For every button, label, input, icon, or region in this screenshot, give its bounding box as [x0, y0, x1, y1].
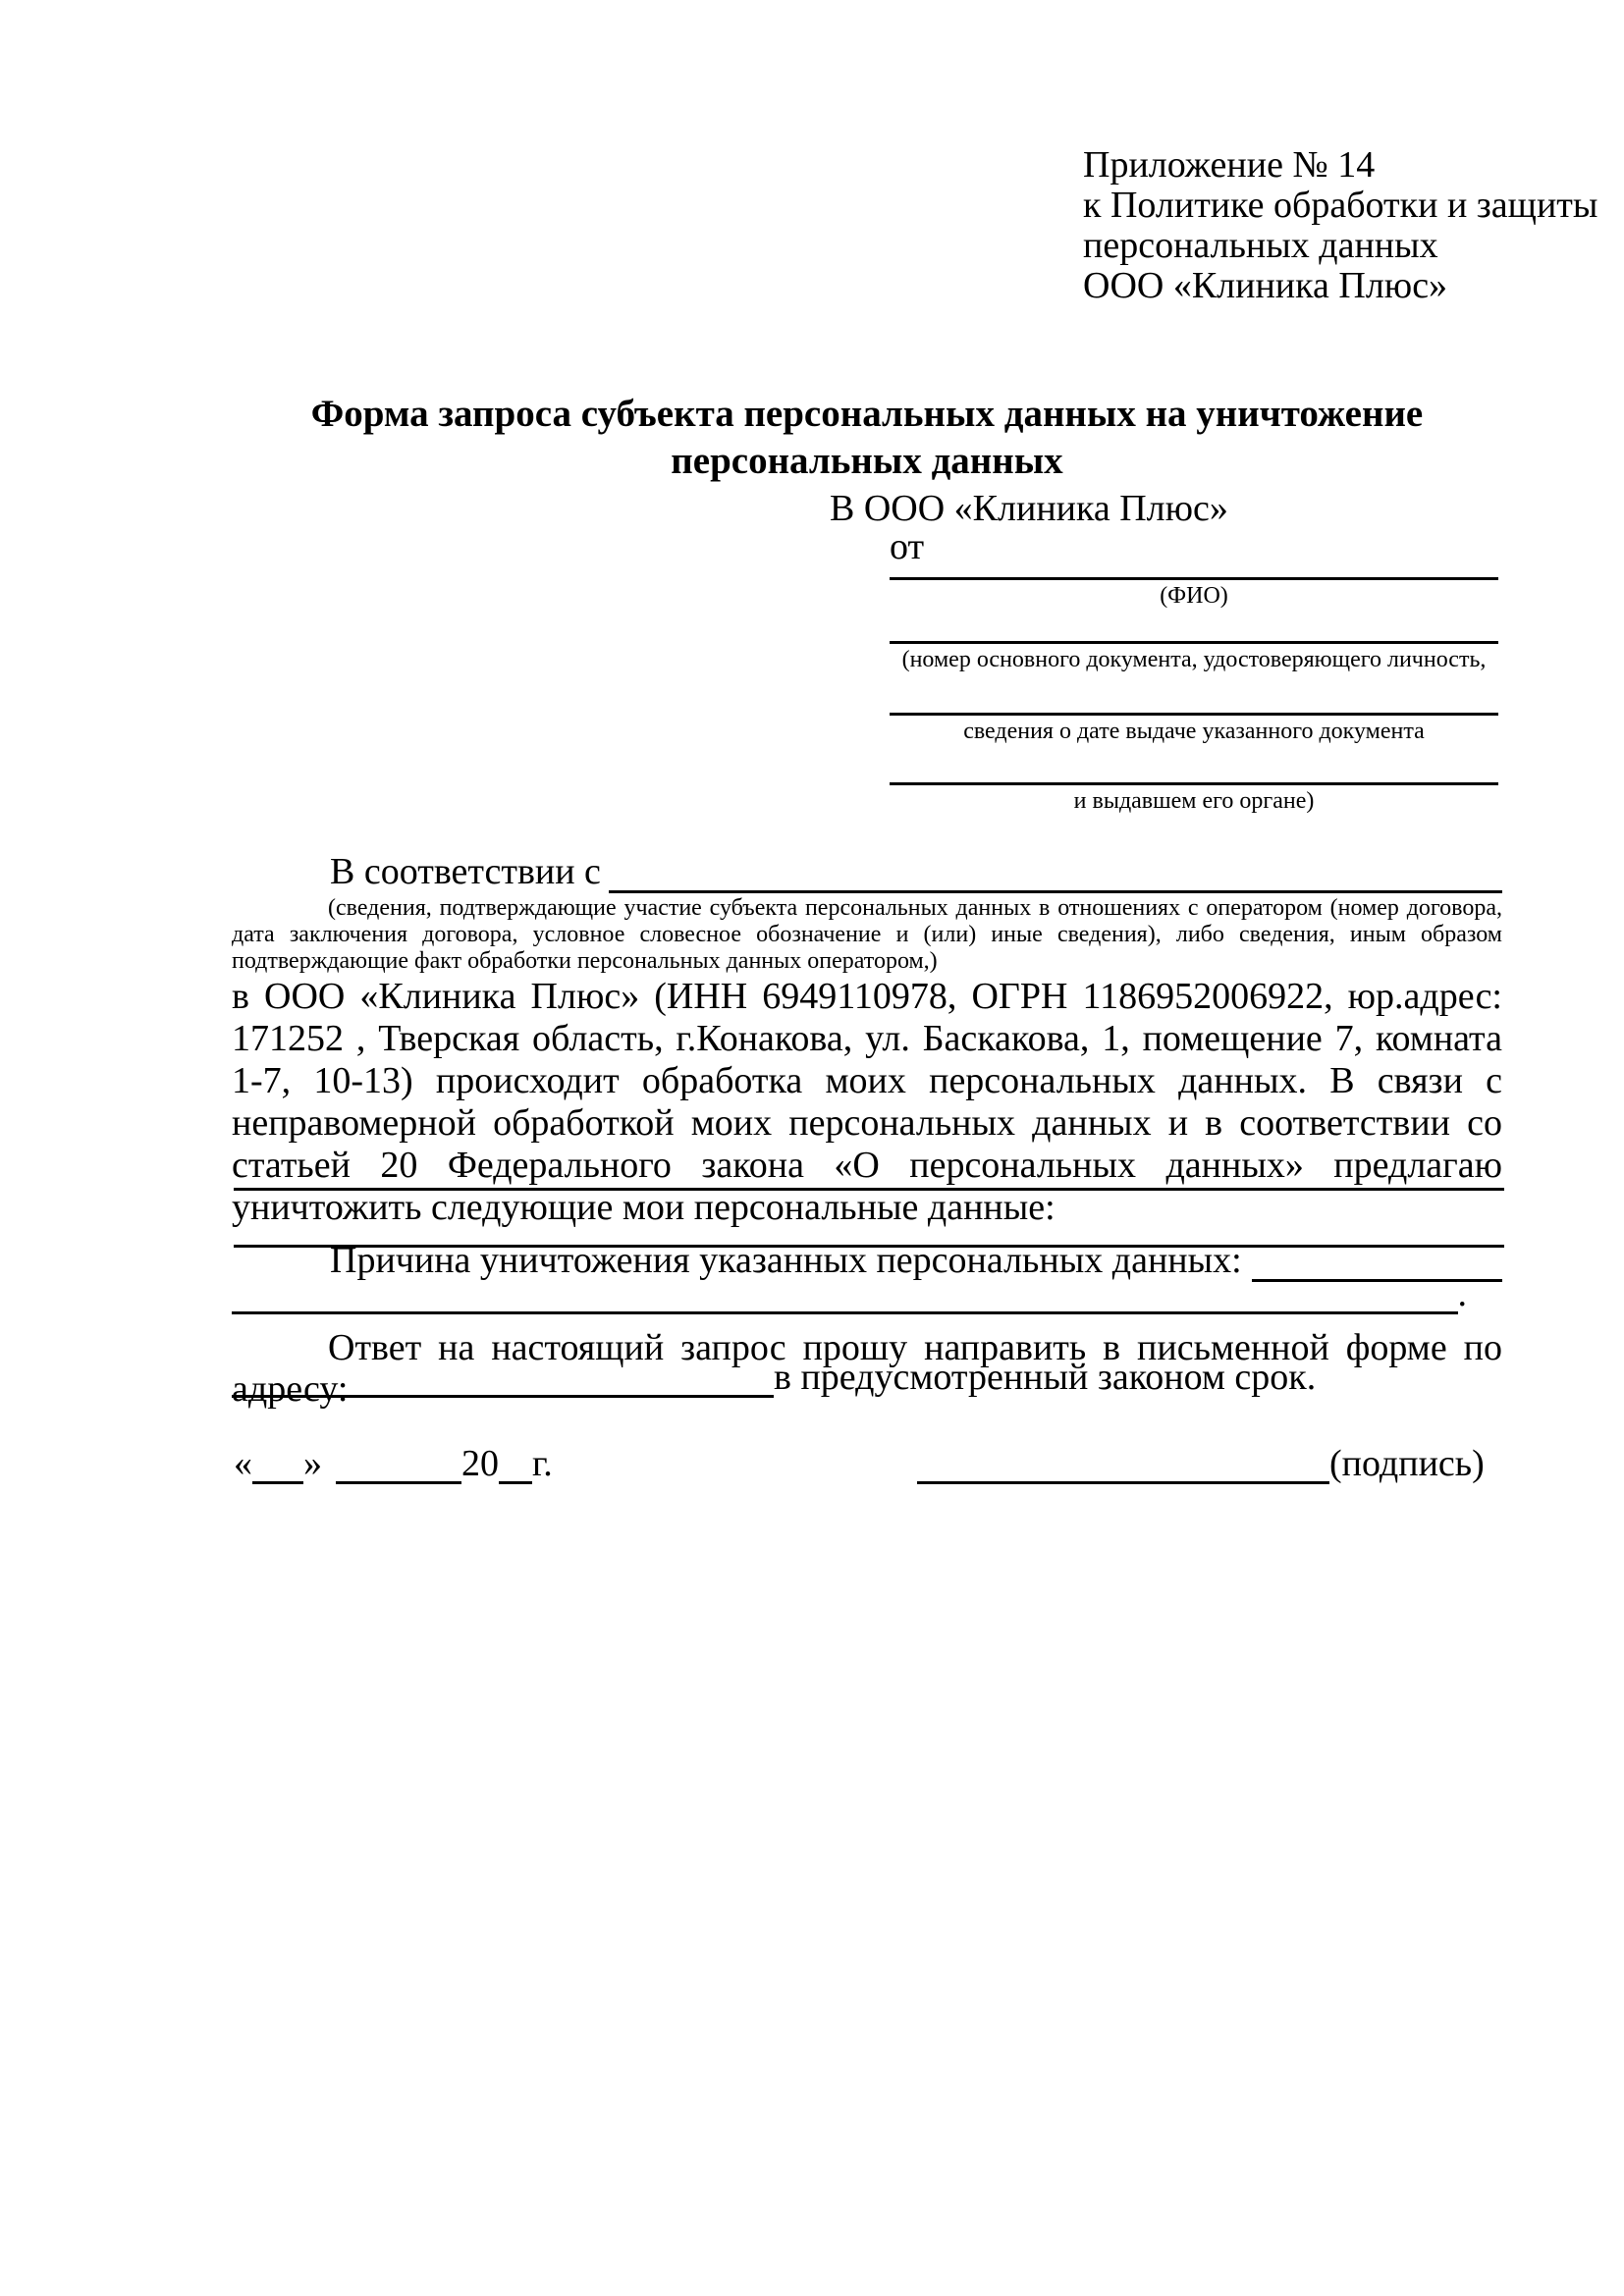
date-open-quote: « [234, 1443, 252, 1484]
fio-field-line[interactable] [890, 577, 1498, 610]
reply-request-paragraph: Ответ на настоящий запрос прошу направить в письменной форме по адресу: [232, 1327, 1502, 1410]
signature-row [917, 1443, 1485, 1484]
reply-address-row [232, 1357, 1502, 1398]
document-title-line-2: персональных данных [671, 440, 1063, 482]
accordance-label: В соответствии с [330, 851, 601, 892]
identity-document-field-caption: (номер основного документа, удостоверяющего личность, [901, 647, 1487, 672]
issue-date-field-line[interactable] [890, 713, 1498, 745]
issue-date-field-caption: сведения о дате выдаче указанного документа [963, 719, 1425, 744]
document-title-line-1: Форма запроса субъекта персональных данных на уничтожение [310, 393, 1424, 435]
reason-label: Причина уничтожения указанных персональных данных: [330, 1240, 1242, 1281]
date-year-blank[interactable] [499, 1443, 532, 1484]
reason-line-period: . [1457, 1273, 1467, 1314]
identity-document-field-line[interactable] [890, 641, 1498, 673]
date-gap [322, 1443, 336, 1484]
appendix-note-line: ООО «Клиника Плюс» [1083, 265, 1448, 306]
date-year-prefix: 20 [461, 1443, 499, 1484]
appendix-note-line: Приложение № 14 [1083, 144, 1376, 186]
date-row [234, 1443, 553, 1484]
reply-suffix: в предусмотренный законом срок. [774, 1357, 1317, 1398]
accordance-row [330, 850, 1502, 893]
appendix-note-line: к Политике обработки и защиты [1083, 185, 1598, 226]
from-label: от [890, 526, 925, 567]
personal-data-blank-line-1[interactable] [234, 1188, 1504, 1191]
issuing-authority-field-line[interactable] [890, 782, 1498, 815]
date-close-quote: » [303, 1443, 322, 1484]
signature-blank-line[interactable] [917, 1443, 1329, 1484]
date-day-blank[interactable] [252, 1443, 303, 1484]
addressee-organization: В ООО «Клиника Плюс» [830, 488, 1228, 529]
appendix-note [1083, 145, 1597, 306]
appendix-note-line: персональных данных [1083, 225, 1438, 266]
signature-caption: (подпись) [1329, 1443, 1485, 1484]
reply-address-blank-line[interactable] [232, 1357, 774, 1398]
reason-blank-line-2[interactable] [232, 1273, 1458, 1314]
issuing-authority-field-caption: и выдавшем его органе) [1073, 788, 1315, 814]
body-paragraph: в ООО «Клиника Плюс» (ИНН 6949110978, ОГРН 1186952006922, юр.адрес: 171252 , Тверская область, г.Конакова, ул. Баскакова, 1, помещение 7, комната 1-7, 10-13) происходит обработка моих персональных данных. В связи с неправомерной обработкой моих персональных данных и в соответствии со статьей 20 Федерального закона «О персональных данных» предлагаю уничтожить следующие мои персональные данные: [232, 976, 1502, 1228]
reason-continuation-row [232, 1273, 1500, 1314]
fio-field-caption: (ФИО) [1160, 583, 1228, 609]
accordance-blank-line[interactable] [609, 850, 1502, 893]
accordance-footnote: (сведения, подтверждающие участие субъекта персональных данных в отношениях с оператором (номер договора, дата заключения договора, условное словесное обозначение и (или) иные сведения), либо сведения, иным образом подтверждающие факт обработки персональных данных оператором,) [232, 895, 1502, 974]
date-year-suffix: г. [532, 1443, 553, 1484]
date-month-blank[interactable] [336, 1443, 461, 1484]
reason-line-spacer [1467, 1273, 1500, 1314]
